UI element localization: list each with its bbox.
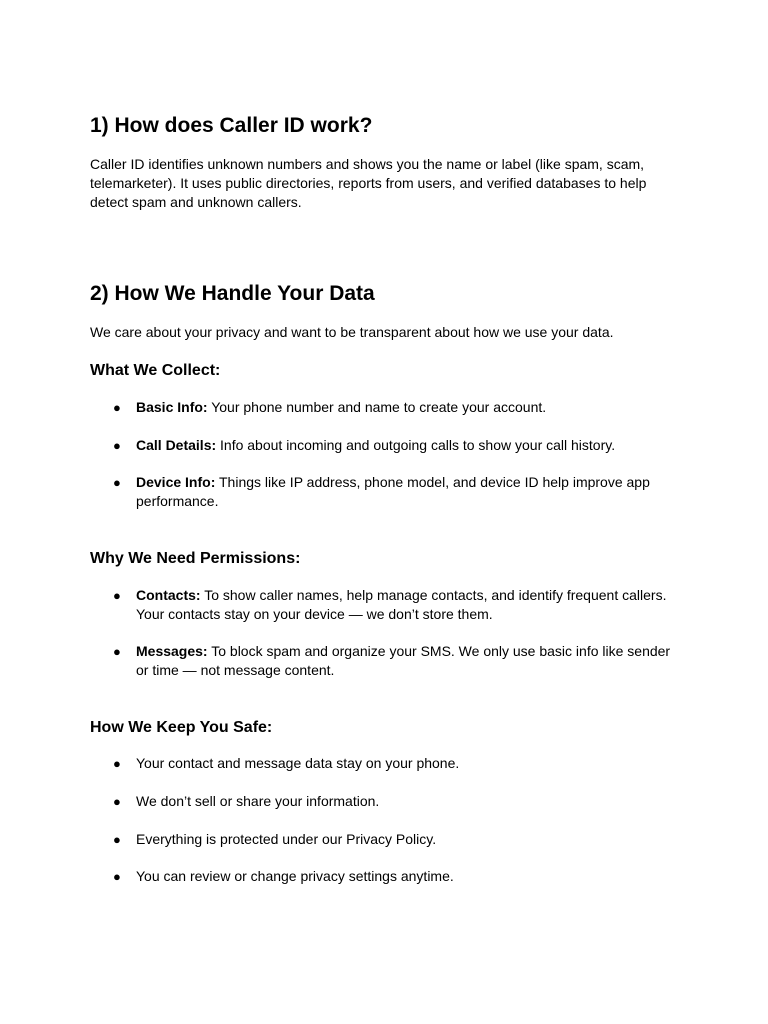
list-item-body: To show caller names, help manage contacts, and identify frequent callers. Your contacts stay on your device — we don’t store them. [136,587,667,622]
keep-safe-heading: How We Keep You Safe: [90,719,273,736]
list-item-body: To block spam and organize your SMS. We only use basic info like sender or time — not message content. [136,643,671,678]
bullet-icon: ● [113,438,121,453]
list-item-text [136,398,676,417]
list-item-text [136,586,676,624]
list-item-label: Device Info: [136,474,216,490]
section-1-body: Caller ID identifies unknown numbers and shows you the name or label (like spam, scam, telemarketer). It uses public directories, reports from users, and verified databases to help detect spam and unknown callers. [90,156,647,210]
list-item-body: Info about incoming and outgoing calls to show your call history. [216,437,616,453]
permissions-heading: Why We Need Permissions: [90,550,301,567]
bullet-icon: ● [113,588,121,603]
list-item-body: Things like IP address, phone model, and device ID help improve app performance. [136,474,650,509]
bullet-icon: ● [113,644,121,659]
section-2-intro: We care about your privacy and want to be transparent about how we use your data. [90,324,614,340]
list-item-text: Your contact and message data stay on your phone. [136,755,460,771]
list-item-text: You can review or change privacy settings anytime. [136,868,454,884]
list-item-label: Call Details: [136,437,217,453]
what-we-collect-heading: What We Collect: [90,362,221,379]
section-1-title: 1) How does Caller ID work? [90,114,373,137]
bullet-icon: ● [113,400,121,415]
list-item-label: Contacts: [136,587,201,603]
list-item-text [136,642,676,680]
list-item-text: Everything is protected under our Privacy Policy. [136,831,437,847]
list-item-text [136,436,676,455]
bullet-icon: ● [113,832,121,847]
bullet-icon: ● [113,869,121,884]
list-item-label: Messages: [136,643,208,659]
section-2-title: 2) How We Handle Your Data [90,282,375,305]
list-item-text [136,473,676,511]
list-item-label: Basic Info: [136,399,208,415]
list-item-text: We don’t sell or share your information. [136,793,380,809]
bullet-icon: ● [113,794,121,809]
bullet-icon: ● [113,475,121,490]
bullet-icon: ● [113,756,121,771]
list-item-body: Your phone number and name to create your account. [207,399,547,415]
